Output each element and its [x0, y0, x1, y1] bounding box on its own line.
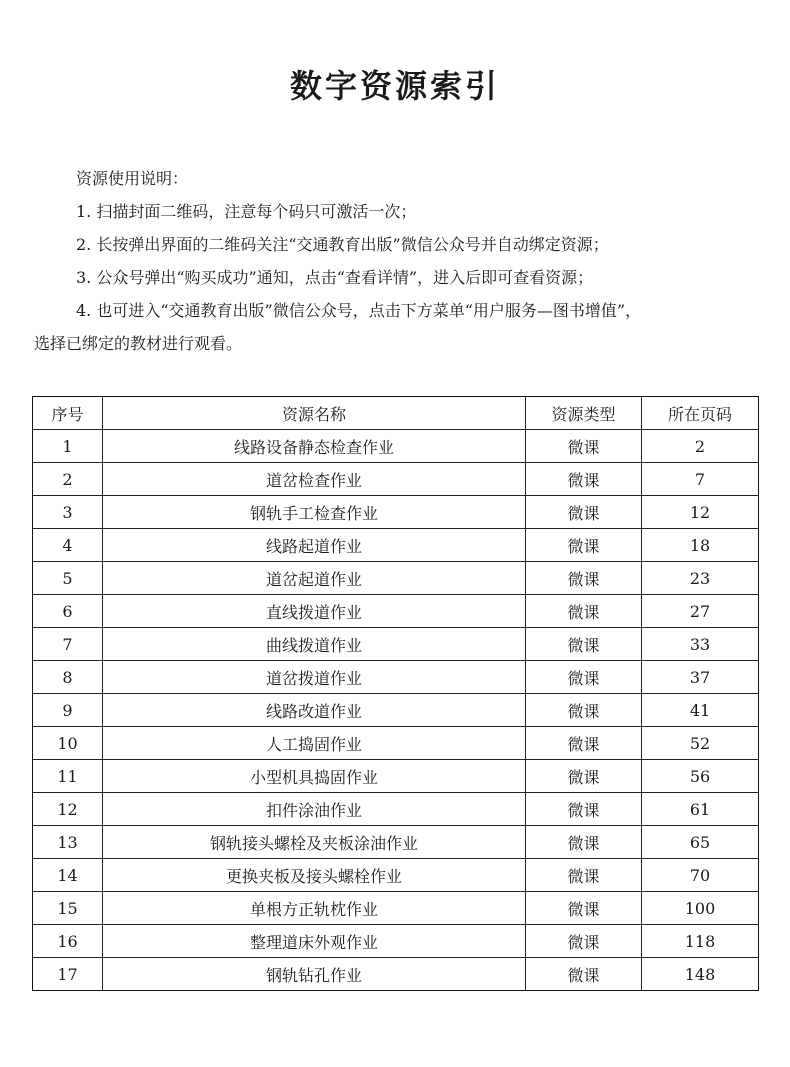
cell-resource-name: 线路设备静态检查作业: [103, 430, 526, 463]
cell-resource-name: 线路改道作业: [103, 694, 526, 727]
table-row: [33, 595, 759, 628]
table-row: [33, 727, 759, 760]
cell-resource-type: 微课: [526, 793, 642, 826]
cell-resource-name: 线路起道作业: [103, 529, 526, 562]
cell-resource-type: 微课: [526, 892, 642, 925]
cell-number: 17: [33, 958, 103, 991]
instruction-step-3: 3. 公众号弹出“购买成功”通知，点击“查看详情”，进入后即可查看资源；: [76, 268, 594, 287]
cell-page-number: 2: [642, 430, 759, 463]
cell-resource-name: 更换夹板及接头螺栓作业: [103, 859, 526, 892]
cell-resource-type: 微课: [526, 496, 642, 529]
table-header-row: [33, 397, 759, 430]
table-body: [33, 430, 759, 991]
usage-instructions: [34, 162, 764, 360]
cell-page-number: 70: [642, 859, 759, 892]
cell-resource-name: 道岔拨道作业: [103, 661, 526, 694]
table-row: [33, 463, 759, 496]
cell-page-number: 118: [642, 925, 759, 958]
cell-resource-name: 道岔检查作业: [103, 463, 526, 496]
instruction-step-1: 1. 扫描封面二维码，注意每个码只可激活一次；: [76, 202, 417, 221]
table-row: [33, 562, 759, 595]
cell-resource-type: 微课: [526, 628, 642, 661]
table-row: [33, 925, 759, 958]
instruction-step-4: 4. 也可进入“交通教育出版”微信公众号，点击下方菜单“用户服务—图书增值”，: [76, 301, 642, 320]
cell-number: 12: [33, 793, 103, 826]
cell-page-number: 65: [642, 826, 759, 859]
cell-resource-name: 曲线拨道作业: [103, 628, 526, 661]
cell-resource-name: 道岔起道作业: [103, 562, 526, 595]
cell-resource-name: 扣件涂油作业: [103, 793, 526, 826]
table-row: [33, 958, 759, 991]
cell-resource-name: 单根方正轨枕作业: [103, 892, 526, 925]
cell-page-number: 27: [642, 595, 759, 628]
cell-resource-name: 钢轨手工检查作业: [103, 496, 526, 529]
cell-resource-name: 钢轨钻孔作业: [103, 958, 526, 991]
cell-number: 9: [33, 694, 103, 727]
cell-resource-type: 微课: [526, 661, 642, 694]
table-row: [33, 826, 759, 859]
cell-page-number: 37: [642, 661, 759, 694]
cell-resource-type: 微课: [526, 430, 642, 463]
page-title: 数字资源索引: [289, 67, 500, 105]
table-row: [33, 760, 759, 793]
table-row: [33, 496, 759, 529]
cell-number: 5: [33, 562, 103, 595]
table-row: [33, 793, 759, 826]
cell-number: 14: [33, 859, 103, 892]
cell-resource-name: 小型机具捣固作业: [103, 760, 526, 793]
instruction-step-2: 2. 长按弹出界面的二维码关注“交通教育出版”微信公众号并自动绑定资源；: [76, 235, 609, 254]
cell-page-number: 41: [642, 694, 759, 727]
cell-resource-type: 微课: [526, 727, 642, 760]
cell-resource-name: 整理道床外观作业: [103, 925, 526, 958]
cell-resource-type: 微课: [526, 826, 642, 859]
header-page-number: 所在页码: [642, 397, 759, 430]
cell-page-number: 12: [642, 496, 759, 529]
cell-number: 6: [33, 595, 103, 628]
instructions-heading: 资源使用说明：: [76, 169, 189, 188]
cell-number: 8: [33, 661, 103, 694]
cell-page-number: 100: [642, 892, 759, 925]
cell-number: 1: [33, 430, 103, 463]
cell-number: 7: [33, 628, 103, 661]
cell-resource-type: 微课: [526, 925, 642, 958]
cell-number: 10: [33, 727, 103, 760]
header-resource-type: 资源类型: [526, 397, 642, 430]
table-row: [33, 694, 759, 727]
table-row: [33, 529, 759, 562]
cell-resource-type: 微课: [526, 958, 642, 991]
cell-number: 15: [33, 892, 103, 925]
cell-page-number: 23: [642, 562, 759, 595]
table-row: [33, 661, 759, 694]
cell-resource-type: 微课: [526, 694, 642, 727]
header-number: 序号: [33, 397, 103, 430]
cell-resource-name: 直线拨道作业: [103, 595, 526, 628]
resource-index-table: [32, 396, 759, 991]
cell-resource-type: 微课: [526, 760, 642, 793]
cell-page-number: 52: [642, 727, 759, 760]
cell-page-number: 148: [642, 958, 759, 991]
cell-number: 11: [33, 760, 103, 793]
cell-page-number: 33: [642, 628, 759, 661]
cell-page-number: 61: [642, 793, 759, 826]
cell-resource-type: 微课: [526, 595, 642, 628]
cell-number: 4: [33, 529, 103, 562]
cell-resource-type: 微课: [526, 562, 642, 595]
table-row: [33, 859, 759, 892]
cell-number: 13: [33, 826, 103, 859]
cell-number: 16: [33, 925, 103, 958]
cell-page-number: 56: [642, 760, 759, 793]
cell-resource-type: 微课: [526, 463, 642, 496]
cell-resource-type: 微课: [526, 859, 642, 892]
header-resource-name: 资源名称: [103, 397, 526, 430]
cell-resource-type: 微课: [526, 529, 642, 562]
table-row: [33, 628, 759, 661]
cell-page-number: 18: [642, 529, 759, 562]
table-row: [33, 892, 759, 925]
cell-resource-name: 钢轨接头螺栓及夹板涂油作业: [103, 826, 526, 859]
cell-page-number: 7: [642, 463, 759, 496]
cell-number: 3: [33, 496, 103, 529]
cell-resource-name: 人工捣固作业: [103, 727, 526, 760]
cell-number: 2: [33, 463, 103, 496]
table-row: [33, 430, 759, 463]
instruction-step-4-continuation: 选择已绑定的教材进行观看。: [34, 334, 243, 353]
